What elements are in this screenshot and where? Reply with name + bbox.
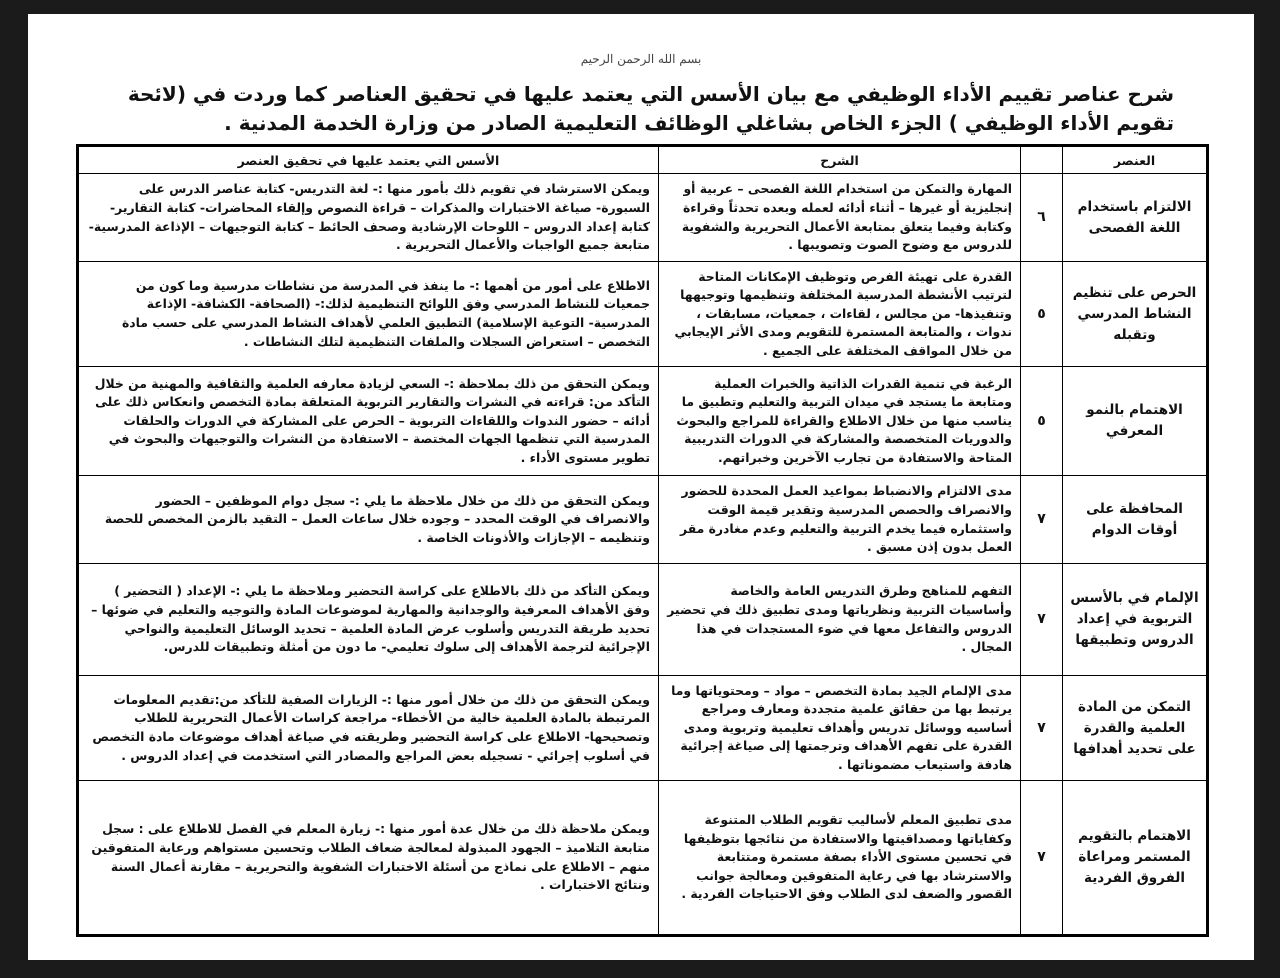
row-basis: ويمكن التحقق من ذلك من خلال أمور منها :- الزيارات الصفية للتأكد من:تقديم المعلومات المرتبطة بالمادة العلمية خالية من الأخطاء- مراجعة كراسات الأعمال التحريرية للطلاب وتصحيحها- الاطلاع على كراسة التحضير وطريقته في صياغة أهداف موضوعات مادة التخصص في أسلوب إجرائي - تسجيله بعض المراجع والمصادر التي استخدمت في إعداد الدروس . <box>78 676 659 781</box>
basmala: بسم الله الرحمن الرحيم <box>580 52 702 66</box>
row-number: ٧ <box>1021 564 1063 676</box>
row-number: ٦ <box>1021 174 1063 262</box>
table-row <box>78 174 1208 262</box>
table-row <box>78 564 1208 676</box>
document-page <box>28 14 1254 960</box>
evaluation-table <box>76 144 1209 937</box>
row-explanation: المهارة والتمكن من استخدام اللغة الفصحى – عربية أو إنجليزية أو غيرها – أثناء أدائه لعمله وبعده تحدثاً وقراءة وكتابة وفيما يتعلق بمتابعة الأعمال التحريرية والشفوية للدروس مع وضوح الصوت وتصويبها . <box>659 174 1021 262</box>
row-explanation: مدى تطبيق المعلم لأساليب تقويم الطلاب المتنوعة وكفاياتها ومصداقيتها والاستفادة من نتائجها بتوظيفها في تحسين مستوى الأداء بصفة مستمرة ومتتابعة والاسترشاد بها في رعاية المتفوقين ومعالجة جوانب القصور والضعف لدى الطلاب وفق الاحتياجات الفردية . <box>659 781 1021 936</box>
table-row <box>78 262 1208 367</box>
row-element: الاهتمام بالنمو المعرفي <box>1063 367 1208 476</box>
row-explanation: القدرة على تهيئة الفرص وتوظيف الإمكانات المتاحة لترتيب الأنشطة المدرسية المختلفة وتنظيمها وتوجيهها وتنفيذها- من مجالس ، لقاءات ، جمعيات، مسابقات ، ندوات ، والمتابعة المستمرة للتقويم ومدى الأثر الإيجابي من خلال المواقف المختلفة على الجميع . <box>659 262 1021 367</box>
evaluation-table-wrapper <box>76 144 1206 937</box>
row-explanation: مدى الإلمام الجيد بمادة التخصص – مواد – ومحتوياتها وما يرتبط بها من حقائق علمية متجددة ومعارف ومراجع أساسيه ووسائل تدريس وأهداف تعليمية وتربوية ومدى القدرة على تفهم الأهداف وترجمتها إلى صياغة إجرائية هادفة واستيعاب مضموناتها . <box>659 676 1021 781</box>
header-number <box>1021 146 1063 174</box>
table-row <box>78 781 1208 936</box>
row-basis: ويمكن التحقق من ذلك من خلال ملاحظة ما يلي :- سجل دوام الموظفين – الحضور والانصراف في الوقت المحدد – وجوده خلال ساعات العمل – التقيد بالزمن المخصص للحصة وتنظيمه – الإجازات والأذونات الخاصة . <box>78 476 659 564</box>
header-element: العنصر <box>1063 146 1208 174</box>
row-element: الاهتمام بالتقويم المستمر ومراعاة الفروق الفردية <box>1063 781 1208 936</box>
row-element: الالتزام باستخدام اللغة الفصحى <box>1063 174 1208 262</box>
row-number: ٥ <box>1021 367 1063 476</box>
row-element: الحرص على تنظيم النشاط المدرسي وتقبله <box>1063 262 1208 367</box>
row-basis: ويمكن ملاحظة ذلك من خلال عدة أمور منها :- زيارة المعلم في الفصل للاطلاع على : سجل متابعة التلاميذ – الجهود المبذولة لمعالجة ضعاف الطلاب وتحسين مستواهم ورعاية المتفوقين منهم – الاطلاع على نماذج من أسئلة الاختبارات الشفوية والتحريرية – مقارنة أعمال السنة ونتائج الاختبارات . <box>78 781 659 936</box>
row-basis: الاطلاع على أمور من أهمها :- ما ينفذ في المدرسة من نشاطات مدرسية وما كون من جمعيات للنشاط المدرسي وفق اللوائح التنظيمية لذلك:- (الصحافة- الكشافة- الإذاعة المدرسية- التوعية الإسلامية) التطبيق العلمي لأهداف النشاط المدرسي على حسب مادة التخصص – استعراض السجلات والملفات التنظيمية لتلك النشاطات . <box>78 262 659 367</box>
row-basis: ويمكن التأكد من ذلك بالاطلاع على كراسة التحضير وملاحظة ما يلي :- الإعداد ( التحضير ) وفق الأهداف المعرفية والوجدانية والمهارية لموضوعات المادة والتوجيه والتعليم في ضوئها – تحديد طريقة التدريس وأسلوب عرض المادة العلمية – تحديد الوسائل التعليمية والنواحي الإجرائية لترجمة الأهداف إلى سلوك تعليمي- ما دون من أمثلة وتطبيقات للدرس. <box>78 564 659 676</box>
table-header-row <box>78 146 1208 174</box>
document-title: شرح عناصر تقييم الأداء الوظيفي مع بيان الأسس التي يعتمد عليها في تحقيق العناصر كما وردت في (لائحة تقويم الأداء الوظيفي ) الجزء الخاص بشاغلي الوظائف التعليمية الصادر من وزارة الخدمة المدنية . <box>127 82 1174 135</box>
row-number: ٧ <box>1021 476 1063 564</box>
row-basis: ويمكن التحقق من ذلك بملاحظة :- السعي لزيادة معارفه العلمية والثقافية والمهنية من خلال التأكد من: قراءته في النشرات والتقارير التربوية المتعلقة بمادة التخصص وانعكاس ذلك على أدائه – حضور الندوات واللقاءات التربوية – الحرص على المشاركة في الدورات والحلقات المدرسية التي تنظمها الجهات المختصة – الاستفادة من النشرات والتوجيهات والبحوث في تطوير مستوى الأداء . <box>78 367 659 476</box>
row-number: ٧ <box>1021 676 1063 781</box>
row-basis: ويمكن الاسترشاد في تقويم ذلك بأمور منها :- لغة التدريس- كتابة عناصر الدرس على السبورة- صياغة الاختبارات والمذكرات – قراءة النصوص وإلقاء المحاضرات- كتابة التقارير- كتابة إعداد الدروس – اللوحات الإرشادية وصحف الحائط – كتابة التوجيهات – الإذاعة المدرسية- متابعة جميع الواجبات والأعمال التحريرية . <box>78 174 659 262</box>
row-explanation: الرغبة في تنمية القدرات الذاتية والخبرات العملية ومتابعة ما يستجد في ميدان التربية والتعليم وتطبيق ما يناسب منها من خلال الاطلاع والقراءة للمراجع والبحوث والدوريات المتخصصة والمشاركة في الدورات التدريبية المتاحة والاستفادة من تجارب الآخرين وخبراتهم. <box>659 367 1021 476</box>
header-basis: الأسس التي يعتمد عليها في تحقيق العنصر <box>78 146 659 174</box>
row-element: التمكن من المادة العلمية والقدرة على تحديد أهدافها <box>1063 676 1208 781</box>
header-explanation: الشرح <box>659 146 1021 174</box>
row-element: الإلمام في بالأسس التربوية في إعداد الدروس وتطبيقها <box>1063 564 1208 676</box>
row-number: ٧ <box>1021 781 1063 936</box>
row-element: المحافظة على أوقات الدوام <box>1063 476 1208 564</box>
row-explanation: مدى الالتزام والانضباط بمواعيد العمل المحددة للحضور والانصراف والحصص المدرسية وتقدير قيمة الوقت واستثماره فيما يخدم التربية والتعليم وعدم مغادرة مقر العمل بدون إذن مسبق . <box>659 476 1021 564</box>
row-number: ٥ <box>1021 262 1063 367</box>
row-explanation: التفهم للمناهج وطرق التدريس العامة والخاصة وأساسيات التربية ونظرياتها ومدى تطبيق ذلك في تحضير الدروس والتفاعل معها في ضوء المستجدات في هذا المجال . <box>659 564 1021 676</box>
table-row <box>78 476 1208 564</box>
table-row <box>78 676 1208 781</box>
table-row <box>78 367 1208 476</box>
